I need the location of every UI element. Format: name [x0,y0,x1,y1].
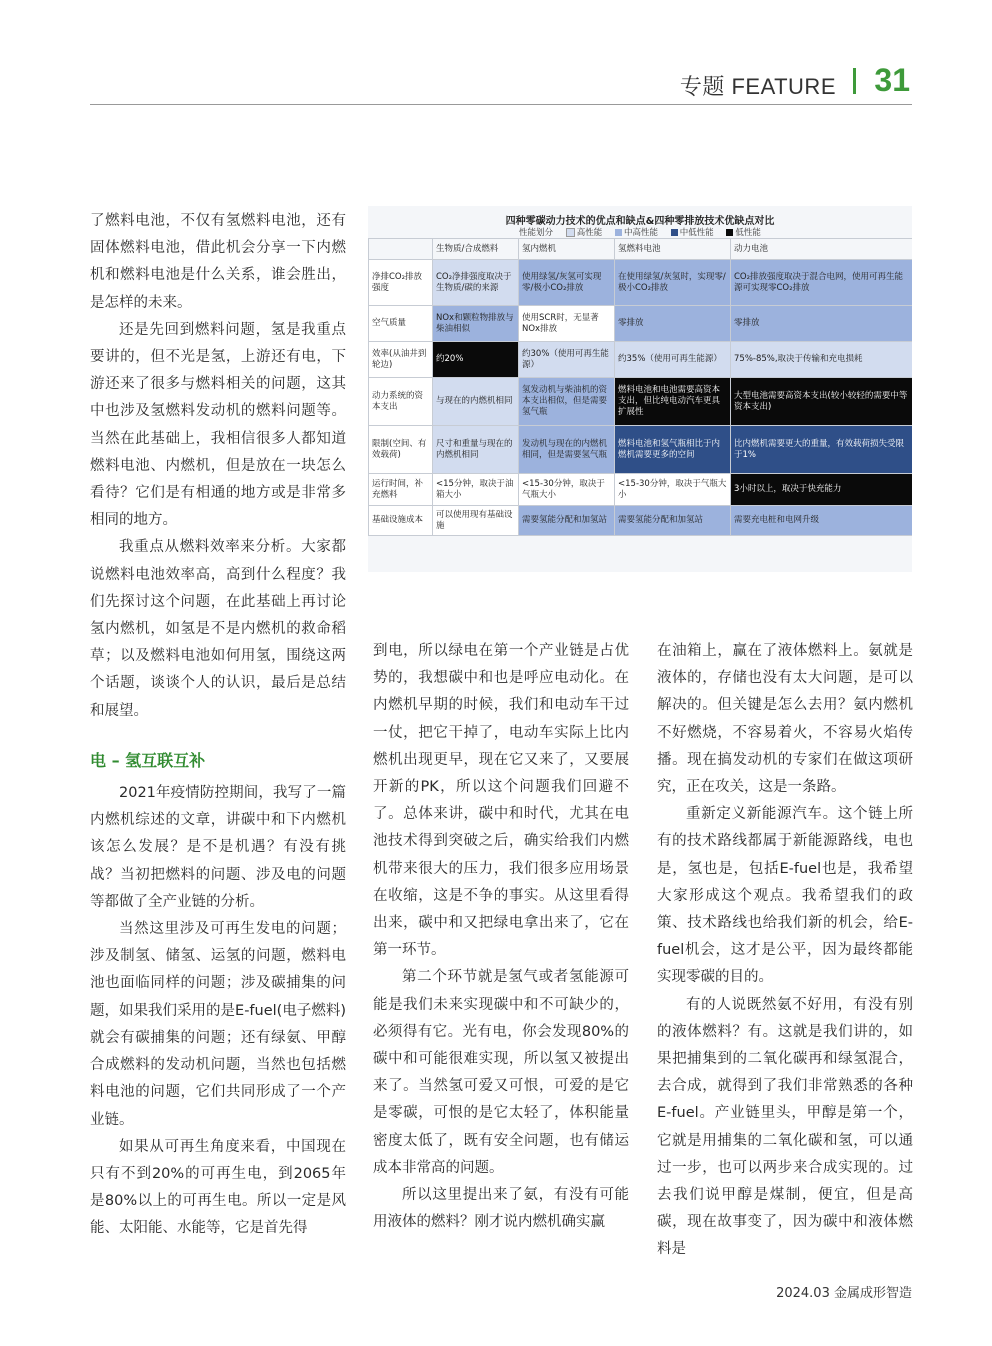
legend-item: 高性能 [566,228,603,238]
paragraph: 还是先回到燃料问题，氢是我重点要讲的，但不光是氢，上游还有电，下游还来了很多与燃料相关的问题，这其中也涉及氢燃料发动机的燃料问题等。当然在此基础上，我相信很多人都知道燃料电池、内燃机，但是放在一块怎么看待？它们是有相通的地方或是非常多相同的地方。 [90,321,346,529]
paragraph: 有的人说既然氨不好用，有没有别的液体燃料？有。这就是我们讲的，如果把捕集到的二氧化碳再和绿氢混合，去合成，就得到了我们非常熟悉的各种E-fuel。产业链里头，甲醇是第一个，它就是用捕集的二氧化碳和氢，可以通过一步，也可以两步来合成实现的。过去我们说甲醇是煤制，便宜，但是高碳，现在故事变了，因为碳中和液体燃料是 [657,996,913,1258]
table-row [369,378,913,426]
header-divider [853,68,856,94]
table-header-cell: 动力电池 [731,239,913,260]
row-label: 空气质量 [369,306,433,342]
comparison-figure [368,206,912,572]
paragraph: 重新定义新能源汽车。这个链上所有的技术路线都属于新能源路线，电也是，氢也是，包括E-fuel也是，我希望大家形成这个观点。我希望我们的政策、技术路线也给我们新的机会，给E-fuel机会，这才是公平，因为最终都能实现零碳的目的。 [657,806,913,986]
table-cell: 零排放 [615,306,731,342]
table-header-cell: 生物质/合成燃料 [433,239,519,260]
table-header-cell: 氢燃料电池 [615,239,731,260]
table-header-row [369,239,913,260]
row-label: 动力系统的资本支出 [369,378,433,426]
legend-item: 性能划分 [519,228,554,238]
table-row [369,306,913,342]
column-2 [373,638,629,1236]
row-label: 效率(从油井到轮边) [369,342,433,378]
section-heading: 电 – 氢互联互补 [90,750,206,770]
table-header-cell [369,239,433,260]
table-cell: CO₂排放强度取决于混合电网，使用可再生能源可实现零CO₂排放 [731,260,913,306]
table-cell: 零排放 [731,306,913,342]
table-cell: 大型电池需要高资本支出(较小较轻的需要中等资本支出) [731,378,913,426]
table-cell: 需要氢能分配和加氢站 [519,506,615,536]
legend-item: 低性能 [726,228,761,238]
page-footer: 2024.03 金属成形智造 [776,1286,912,1301]
paragraph: 2021年疫情防控期间，我写了一篇内燃机综述的文章，讲碳中和下内燃机该怎么发展？是不是机遇？有没有挑战？当初把燃料的问题、涉及电的问题等都做了全产业链的分析。 [90,785,346,910]
table-cell: 发动机与现在的内燃机相同，但是需要氢气瓶 [519,426,615,474]
paragraph: 了燃料电池，不仅有氢燃料电池，还有固体燃料电池，借此机会分享一下内燃机和燃料电池是什么关系，谁会胜出，是怎样的未来。 [90,213,346,311]
comparison-table [368,238,912,536]
paragraph: 到电，所以绿电在第一个产业链是占优势的，我想碳中和也是呼应电动化。在内燃机早期的时候，我们和电动车干过一仗，把它干掉了，电动车实际上比内燃机出现更早，现在它又来了，又要展开新的PK，所以这个问题我们回避不了。总体来讲，碳中和时代，尤其在电池技术得到突破之后，确实给我们内燃机带来很大的压力，我们很多应用场景在收缩，这是不争的事实。从这里看得出来，碳中和又把绿电拿出来了，它在第一环节。 [373,643,629,959]
paragraph: 如果从可再生角度来看，中国现在只有不到20%的可再生电，到2065年是80%以上的可再生电。所以一定是风能、太阳能、水能等，它是首先得 [90,1138,346,1237]
paragraph: 所以这里提出来了氨，有没有可能用液体的燃料？刚才说内燃机确实赢 [373,1187,629,1231]
table-cell: 燃料电池和氢气瓶相比于内燃机需要更多的空间 [615,426,731,474]
table-row [369,426,913,474]
table-row [369,260,913,306]
table-cell: 约20% [433,342,519,378]
column-3 [657,638,913,1264]
row-label: 基础设施成本 [369,506,433,536]
paragraph: 第二个环节就是氢气或者氢能源可能是我们未来实现碳中和不可缺少的，必须得有它。光有电，你会发现80%的碳中和可能很难实现，所以氢又被提出来了。当然氢可爱又可恨，可爱的是它是零碳，可恨的是它太轻了，体积能量密度太低了，既有安全问题，也有储运成本非常高的问题。 [373,969,629,1176]
table-cell: 在使用绿氢/灰氢时，实现零/极小CO₂排放 [615,260,731,306]
table-cell: 尺寸和重量与现在的内燃机相同 [433,426,519,474]
table-cell: 约35%（使用可再生能源） [615,342,731,378]
table-cell: 与现在的内燃机相同 [433,378,519,426]
table-cell: <15-30分钟，取决于气瓶大小 [615,474,731,506]
page-number: 31 [874,62,910,98]
table-cell: 比内燃机需要更大的重量，有效载荷损失受限于1% [731,426,913,474]
table-row [369,506,913,536]
table-cell: 使用绿氢/灰氢可实现零/极小CO₂排放 [519,260,615,306]
table-cell: 燃料电池和电池需要高资本支出，但比纯电动汽车更具扩展性 [615,378,731,426]
table-cell: 可以使用现有基础设施 [433,506,519,536]
table-cell: 约30%（使用可再生能源） [519,342,615,378]
paragraph: 我重点从燃料效率来分析。大家都说燃料电池效率高，高到什么程度？我们先探讨这个问题，在此基础上再讨论氢内燃机，如氢是不是内燃机的救命稻草；以及燃料电池如何用氢，围绕这两个话题，谈谈个人的认识，最后是总结和展望。 [90,539,346,719]
table-cell: <15分钟，取决于油箱大小 [433,474,519,506]
figure-legend [368,226,912,238]
table-cell: 需要氢能分配和加氢站 [615,506,731,536]
table-cell: 75%-85%,取决于传输和充电损耗 [731,342,913,378]
section-label: 专题 FEATURE [679,74,836,99]
table-row [369,342,913,378]
table-cell: 需要充电桩和电网升级 [731,506,913,536]
table-cell: 3小时以上，取决于快充能力 [731,474,913,506]
legend-item: 中高性能 [615,228,658,238]
table-cell: <15-30分钟，取决于气瓶大小 [519,474,615,506]
legend-item: 中低性能 [671,228,714,238]
table-header-cell: 氢内燃机 [519,239,615,260]
row-label: 净排CO₂排放强度 [369,260,433,306]
figure-title: 四种零碳动力技术的优点和缺点&四种零排放技术优缺点对比 [505,216,775,227]
table-cell: 氢发动机与柴油机的资本支出相似，但是需要氢气瓶 [519,378,615,426]
paragraph: 当然这里涉及可再生发电的问题；涉及制氢、储氢、运氢的问题，燃料电池也面临同样的问题；涉及碳捕集的问题，如果我们采用的是E-fuel(电子燃料)就会有碳捕集的问题；还有绿氨、甲醇合成燃料的发动机问题，当然也包括燃料电池的问题，它们共同形成了一个产业链。 [90,921,346,1128]
row-label: 限制(空间、有效载荷) [369,426,433,474]
paragraph: 在油箱上，赢在了液体燃料上。氨就是液体的，存储也没有太大问题，是可以解决的。但关键是怎么去用？氨内燃机不好燃烧，不容易着火，不容易火焰传播。现在搞发动机的专家们在做这项研究，正在攻关，这是一条路。 [657,643,913,796]
table-cell: NOx和颗粒物排放与柴油相似 [433,306,519,342]
column-1-top [90,208,346,1243]
table-cell: 使用SCR时，无显著NOx排放 [519,306,615,342]
table-row [369,474,913,506]
row-label: 运行时间，补充燃料 [369,474,433,506]
table-cell: CO₂净排强度取决于生物质/碳的来源 [433,260,519,306]
page-header [90,60,912,105]
